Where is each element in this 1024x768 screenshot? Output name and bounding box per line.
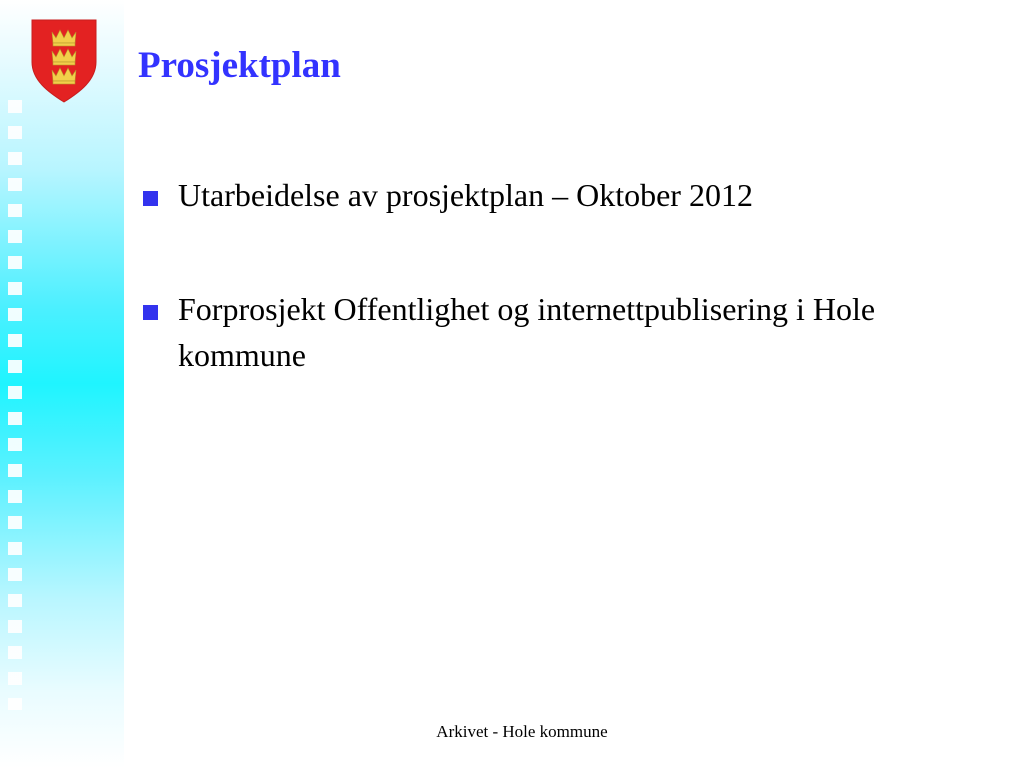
bullet-item <box>142 172 982 218</box>
coat-of-arms-icon <box>30 18 98 104</box>
bullet-text: Forprosjekt Offentlighet og internettpublisering i Hole kommune <box>178 291 876 373</box>
slide-title: Prosjektplan <box>138 45 341 86</box>
bullet-list <box>142 172 982 446</box>
bullet-item <box>142 286 982 378</box>
bullet-text: Utarbeidelse av prosjektplan – Oktober 2012 <box>178 177 753 213</box>
side-decoration-band <box>0 0 124 768</box>
square-bullet-icon <box>143 191 158 206</box>
decorative-squares <box>8 100 22 710</box>
slide-footer: Arkivet - Hole kommune <box>436 722 608 741</box>
square-bullet-icon <box>143 305 158 320</box>
